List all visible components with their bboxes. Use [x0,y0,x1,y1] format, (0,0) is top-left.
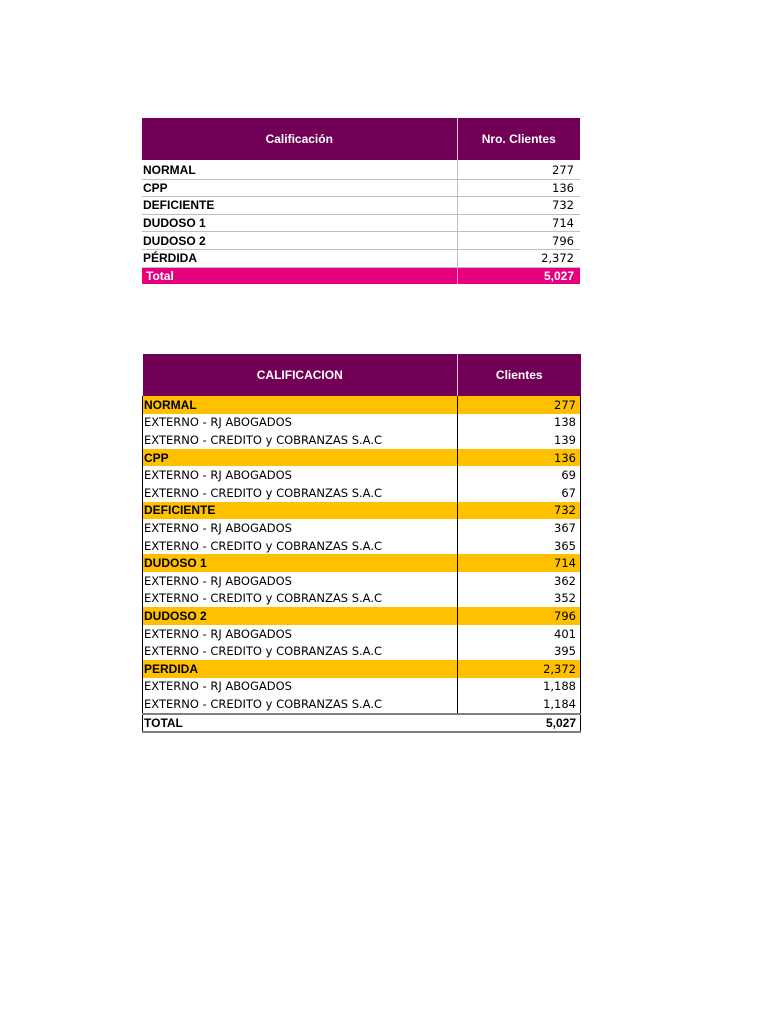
category-row [143,396,581,414]
row-label: CPP [142,179,457,197]
row-label: DUDOSO 2 [142,232,457,250]
summary-row [142,197,580,215]
detail-row [143,625,581,643]
category-row [143,449,581,467]
total-value: 5,027 [458,714,581,732]
detail-label: EXTERNO - CREDITO y COBRANZAS S.A.C [143,537,458,555]
total-label: TOTAL [143,714,458,732]
detail-row [143,484,581,502]
row-value: 2,372 [457,249,580,267]
total-value: 5,027 [457,267,580,284]
row-value: 136 [457,179,580,197]
category-value: 136 [458,449,581,467]
detail-value: 1,184 [458,695,581,714]
summary-table [142,118,580,284]
row-label: NORMAL [142,160,457,179]
row-value: 796 [457,232,580,250]
detail-row [143,466,581,484]
detail-value: 69 [458,466,581,484]
detail-label: EXTERNO - RJ ABOGADOS [143,466,458,484]
category-label: DEFICIENTE [143,502,458,520]
detail-label: EXTERNO - CREDITO y COBRANZAS S.A.C [143,695,458,714]
category-value: 796 [458,607,581,625]
row-value: 277 [457,160,580,179]
detail-row [143,695,581,714]
detail-value: 365 [458,537,581,555]
detail-total-row [143,714,581,732]
detail-value: 395 [458,642,581,660]
detail-value: 67 [458,484,581,502]
header-clientes: Clientes [458,354,581,396]
row-label: DEFICIENTE [142,197,457,215]
summary-header-row [142,118,580,160]
header-calificacion: CALIFICACION [143,354,458,396]
summary-row [142,160,580,179]
detail-label: EXTERNO - RJ ABOGADOS [143,625,458,643]
detail-row [143,572,581,590]
summary-total-row [142,267,580,284]
category-label: CPP [143,449,458,467]
category-value: 732 [458,502,581,520]
detail-value: 1,188 [458,678,581,696]
detail-value: 138 [458,414,581,432]
detail-row [143,519,581,537]
detail-label: EXTERNO - RJ ABOGADOS [143,572,458,590]
detail-row [143,537,581,555]
category-row [143,502,581,520]
summary-row [142,214,580,232]
detail-label: EXTERNO - RJ ABOGADOS [143,519,458,537]
detail-row [143,414,581,432]
detail-label: EXTERNO - CREDITO y COBRANZAS S.A.C [143,642,458,660]
detail-label: EXTERNO - CREDITO y COBRANZAS S.A.C [143,590,458,608]
category-label: NORMAL [143,396,458,414]
category-value: 714 [458,554,581,572]
detail-label: EXTERNO - RJ ABOGADOS [143,414,458,432]
category-row [143,660,581,678]
detail-header-row [143,354,581,396]
summary-row [142,179,580,197]
detail-row [143,431,581,449]
detail-value: 367 [458,519,581,537]
header-calificacion: Calificación [142,118,457,160]
total-label: Total [142,267,457,284]
row-label: DUDOSO 1 [142,214,457,232]
detail-label: EXTERNO - CREDITO y COBRANZAS S.A.C [143,431,458,449]
category-value: 277 [458,396,581,414]
detail-row [143,678,581,696]
row-value: 732 [457,197,580,215]
summary-row [142,232,580,250]
category-label: DUDOSO 1 [143,554,458,572]
detail-table [142,354,581,733]
detail-value: 139 [458,431,581,449]
row-label: PÉRDIDA [142,249,457,267]
detail-row [143,642,581,660]
detail-value: 362 [458,572,581,590]
category-label: DUDOSO 2 [143,607,458,625]
category-row [143,554,581,572]
header-nro-clientes: Nro. Clientes [457,118,580,160]
category-row [143,607,581,625]
detail-label: EXTERNO - CREDITO y COBRANZAS S.A.C [143,484,458,502]
summary-row [142,249,580,267]
detail-row [143,590,581,608]
detail-value: 401 [458,625,581,643]
detail-label: EXTERNO - RJ ABOGADOS [143,678,458,696]
category-value: 2,372 [458,660,581,678]
row-value: 714 [457,214,580,232]
detail-value: 352 [458,590,581,608]
category-label: PERDIDA [143,660,458,678]
